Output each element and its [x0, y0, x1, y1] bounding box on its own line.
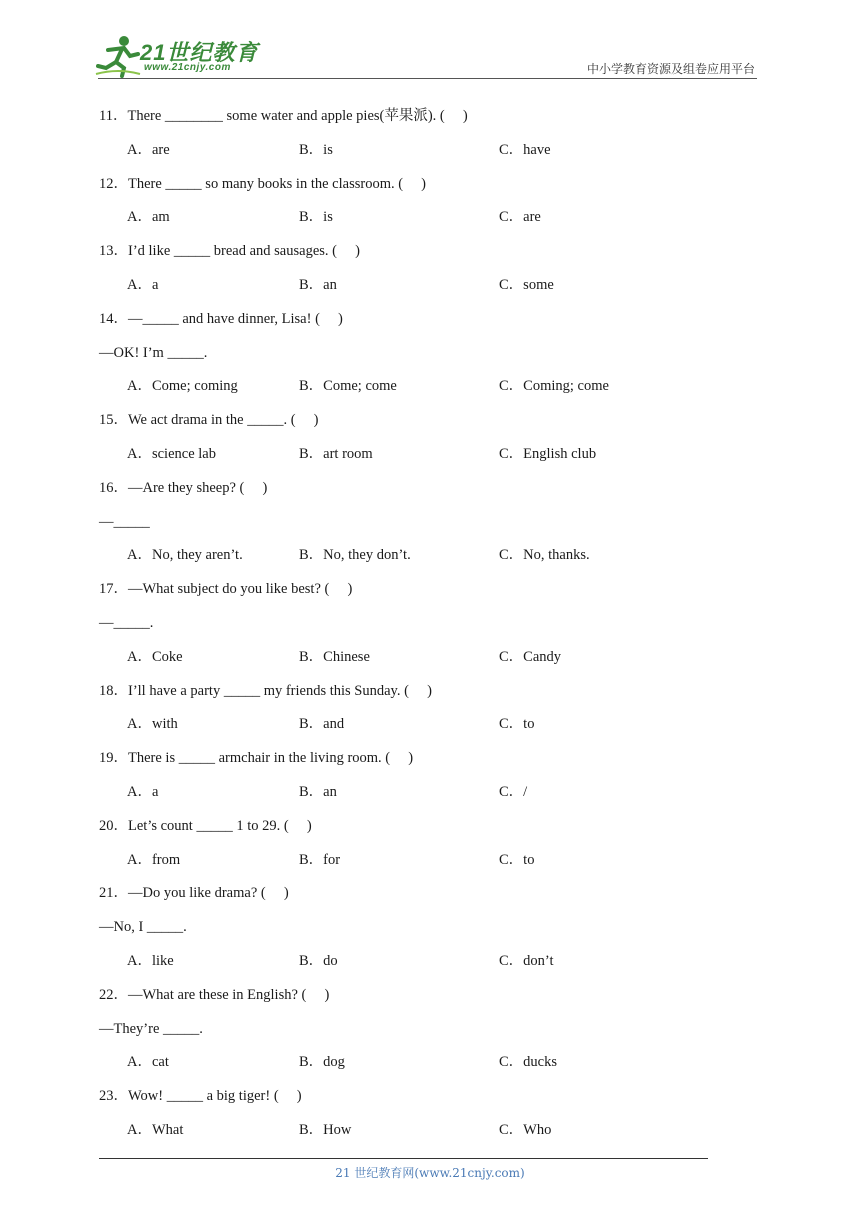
question-response-line: —_____ [99, 513, 150, 530]
answer-option: A．science lab [127, 446, 216, 462]
answer-option: A．Come; coming [127, 378, 238, 395]
answer-option: A．a [127, 784, 159, 800]
answer-option: C．don’t [499, 953, 554, 969]
question-stem: 17．—What subject do you like best? ( ) [99, 581, 353, 598]
question-response-line: —OK! I’m _____. [99, 344, 208, 361]
question-stem: 18．I’ll have a party _____ my friends this Sunday. ( ) [99, 682, 432, 699]
answer-option: B．for [299, 851, 341, 868]
answer-option: A．from [127, 851, 181, 868]
answer-option: A．are [127, 141, 170, 158]
footer-divider [99, 1158, 708, 1159]
answer-option: C．Who [499, 1122, 552, 1138]
question-stem: 15．We act drama in the _____. ( ) [99, 412, 319, 429]
answer-option: A．Coke [127, 648, 183, 665]
site-logo [94, 34, 264, 78]
answer-option: B．do [299, 953, 338, 969]
answer-option: C．ducks [499, 1054, 557, 1071]
question-stem: 19．There is _____ armchair in the living room. ( ) [99, 750, 414, 767]
answer-option: B．an [299, 277, 337, 293]
question-stem: 16．—Are they sheep? ( ) [99, 479, 268, 496]
answer-option: B．art room [299, 446, 373, 462]
question-response-line: —No, I _____. [99, 919, 187, 936]
answer-option: C．to [499, 716, 535, 733]
answer-option: C．/ [499, 784, 528, 800]
logo-text: 21世纪教育 [140, 40, 259, 65]
answer-option: C．English club [499, 446, 597, 462]
question-response-line: —They’re _____. [99, 1020, 203, 1037]
question-stem: 20．Let’s count _____ 1 to 29. ( ) [99, 817, 312, 834]
question-stem: 11．There ________ some water and apple pies(苹果派). ( ) [99, 108, 468, 124]
header-tagline: 中小学教育资源及组卷应用平台 [586, 62, 755, 76]
answer-option: A．cat [127, 1054, 169, 1071]
answer-option: B．dog [299, 1054, 345, 1071]
answer-option: B．and [299, 716, 345, 733]
answer-option: C．to [499, 851, 535, 868]
answer-option: B．No, they don’t. [299, 547, 411, 564]
question-stem: 23．Wow! _____ a big tiger! ( ) [99, 1088, 302, 1105]
answer-option: A．What [127, 1122, 184, 1138]
answer-option: C．No, thanks. [499, 547, 590, 564]
page-footer: 21 世纪教育网(www.21cnjy.com) [335, 1166, 525, 1180]
answer-option: B．is [299, 141, 333, 158]
question-stem: 13．I’d like _____ bread and sausages. ( ) [99, 243, 360, 260]
answer-option: A．am [127, 209, 170, 226]
answer-option: C．Coming; come [499, 378, 609, 395]
header-divider [98, 78, 757, 79]
answer-option: C．have [499, 141, 551, 158]
answer-option: B．an [299, 784, 337, 800]
answer-option: A．like [127, 953, 174, 969]
answer-option: C．are [499, 209, 541, 226]
answer-option: A．a [127, 277, 159, 293]
runner-logo-icon [94, 34, 142, 78]
question-stem: 14．—_____ and have dinner, Lisa! ( ) [99, 310, 343, 327]
question-stem: 21．—Do you like drama? ( ) [99, 885, 289, 902]
answer-option: A．with [127, 716, 178, 733]
answer-option: C．Candy [499, 648, 562, 665]
question-stem: 12．There _____ so many books in the classroom. ( ) [99, 175, 427, 192]
question-stem: 22．—What are these in English? ( ) [99, 986, 330, 1003]
answer-option: B．Come; come [299, 378, 397, 395]
answer-option: A．No, they aren’t. [127, 547, 243, 564]
answer-option: B．How [299, 1122, 352, 1138]
page-header [0, 0, 860, 80]
question-response-line: —_____. [99, 615, 154, 631]
answer-option: B．Chinese [299, 648, 370, 665]
logo-url: www.21cnjy.com [144, 62, 231, 73]
answer-option: C．some [499, 277, 554, 293]
answer-option: B．is [299, 209, 333, 226]
